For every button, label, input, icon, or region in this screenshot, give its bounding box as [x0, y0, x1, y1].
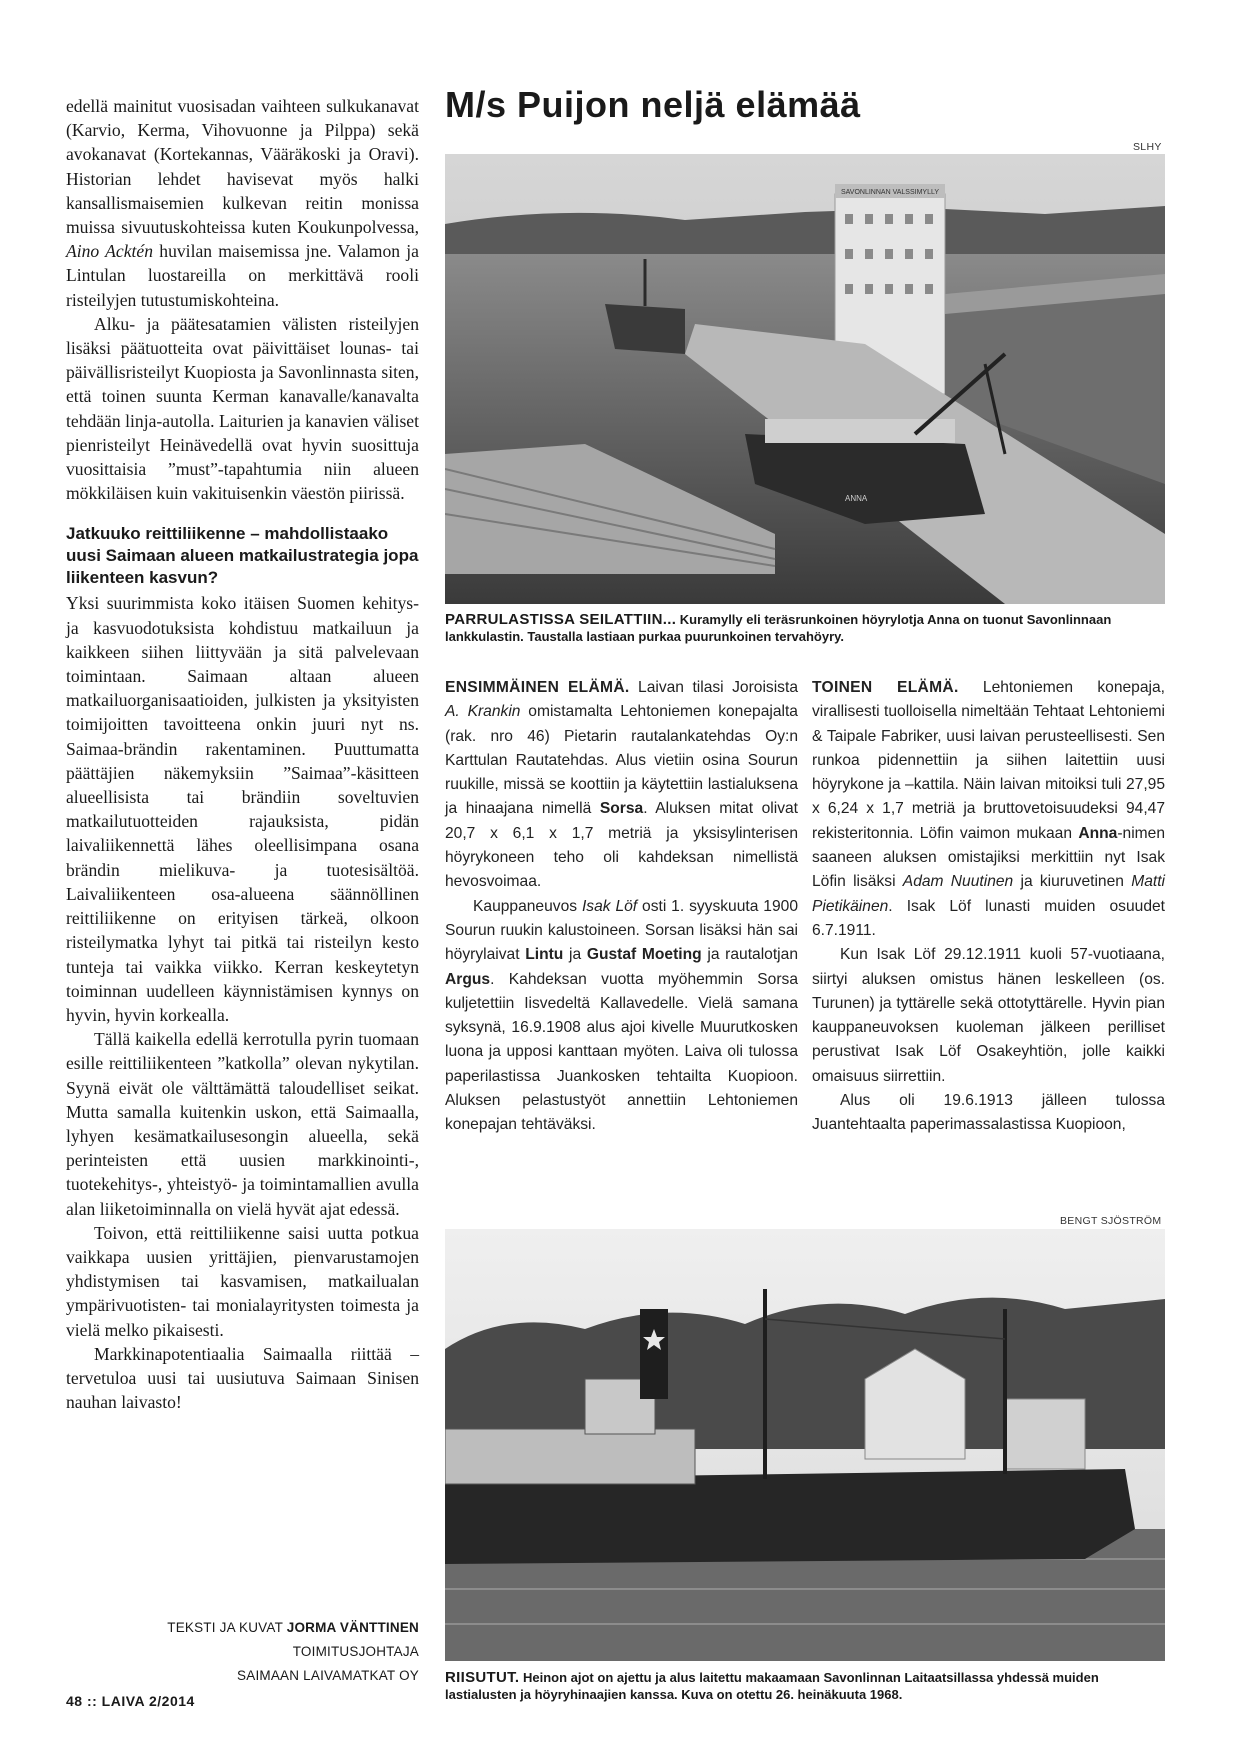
photo-caption: PARRULASTISSA SEILATTIIN... Kuramylly eli teräsrunkoinen höyrylotja Anna on tuonut Savonlinnaan lankkulastin. Taustalla lastiaan purkaa puurunkoinen tervahöyry.	[445, 611, 1112, 644]
photo-caption: RIISUTUT. Heinon ajot on ajettu ja alus laitettu makaamaan Savonlinnan Laitaatsillassa yhdessä muiden lastialusten ja höyryhinaajien kanssa. Kuva on otettu 26. heinäkuuta 1968.	[445, 1669, 1099, 1702]
paragraph: Markkinapotentiaalia Saimaalla riittää – tervetuloa uusi tai uusiutuva Saimaan Sinisen nauhan laivasto!	[66, 1343, 419, 1413]
paragraph: ENSIMMÄINEN ELÄMÄ. Laivan tilasi Joroisista A. Krankin omistamalta Lehtoniemen konepajalta (rak. nro 46) Pietarin rautalankatehdas Oy:n Karttulan Rautatehdas. Alus vietiin osina Sourun ruukille, missä se koottiin ja käytettiin lastialuksena ja hinaajana nimellä Sorsa. Aluksen mitat olivat 20,7 x 6,1 x 1,7 metriä ja yksisylinterisen höyrykoneen teho oli kahdeksan nimellistä hevosvoimaa.	[445, 679, 798, 891]
left-column	[66, 94, 419, 1414]
ship-photo	[445, 1229, 1165, 1661]
harbor-photo-image	[445, 154, 1165, 604]
photo-credit: SLHY	[1133, 141, 1162, 153]
paragraph: Tällä kaikella edellä kerrotulla pyrin tuomaan esille reittiliikenteen ”katkolla” olevan nykytilan. Syynä eivät ole välttämättä taloudelliset seikat. Mutta samalla kuitenkin uskon, että Saimaalla, lyhyen kesämatkailusesongin alueella, sekä perinteisten että uusien markkinointi-, tuotekehitys-, yhteistyö- ja toimintamallien avulla alan liiketoiminnalla on vielä hyvät ajat edessä.	[66, 1029, 419, 1219]
paragraph: Yksi suurimmista koko itäisen Suomen kehitys- ja kasvuodotuksista kohdistuu matkailuun ja kaikkeen siihen liittyvään ja sitä palvelevaan toimintaan. Saimaan altaan alueen matkailuorganisaatioiden, julkisten ja yksityisten toimijoitten tavoitteena onkin juuri nyt ns. Saimaa-brändin rakentaminen. Puuttumatta päättäjien näkemyksiin ”Saimaa”-käsitteen alueellisista tai brändiin soveltuvien matkailutuotteiden rajauksista, pidän laivaliikennettä lähes oleellisimpana osana brändin mielikuva- ja tuotesisältöä. Laivaliikenteen osa-alueena säännöllinen reittiliikenne on erityisen tärkeä, olkoon risteilymatka lyhyt tai pitkä tai risteilyn kesto tunteja tai vaikka viikko. Kerran keskeytetyn toiminnan uudelleen käynnistämisen kynnys on hyvin, hyvin korkealla.	[66, 593, 419, 1025]
page-footer: 48 :: LAIVA 2/2014	[66, 1693, 195, 1709]
caption-heading: RIISUTUT.	[445, 1669, 520, 1686]
author-credit: TEKSTI JA KUVAT JORMA VÄNTTINEN TOIMITUSJOHTAJA SAIMAAN LAIVAMATKAT OY	[66, 1616, 419, 1688]
photo-credit: BENGT SJÖSTRÖM	[1060, 1215, 1162, 1227]
italic-name: Aino Acktén	[66, 241, 154, 262]
author-role: TOIMITUSJOHTAJA	[292, 1644, 419, 1659]
paragraph: Alku- ja päätesatamien välisten risteilyjen lisäksi päätuotteita ovat päivittäiset lounas- tai päivällisristeilyt Kuopiosta ja Savonlinnasta siten, että toinen suunta Kerman kanavalle/kanavalta tehdään linja-autolla. Laiturien ja kanavien väliset pienristeilyt Heinävedellä ovat hyvin suosittuja vuosittaisia ”must”-tapahtumia niin alueen mökkiläisen kuin vakituisenkin väestön piirissä.	[66, 313, 419, 504]
paragraph: TOINEN ELÄMÄ. Lehtoniemen konepaja, virallisesti tuolloisella nimeltään Tehtaat Lehtoniemi & Taipale Fabriker, uusi laivan perusteellisesti. Sen runkoa pidennettiin ja siihen laitettiin uusi höyrykone ja –kattila. Näin laivan mitoiksi tuli 27,95 x 6,24 x 1,7 metriä ja bruttovetoisuudeksi 94,47 rekisteritonnia. Löfin vaimon mukaan Anna-nimen saaneen aluksen omistajiksi merkittiin nyt Isak Löfin lisäksi Adam Nuutinen ja kiuruvetinen Matti Pietikäinen. Isak Löf lunasti muiden osuudet 6.7.1911.	[812, 679, 1166, 939]
section-lead: TOINEN ELÄMÄ.	[812, 679, 959, 696]
harbor-photo	[445, 154, 1165, 604]
author-name: JORMA VÄNTTINEN	[286, 1620, 419, 1635]
ship-photo-image	[445, 1229, 1165, 1661]
author-company: SAIMAAN LAIVAMATKAT OY	[237, 1668, 419, 1683]
paragraph: edellä mainitut vuosisadan vaihteen sulkukanavat (Karvio, Kerma, Vihovuonne ja Pilppa) sekä avokanavat (Kortekannas, Vääräkoski ja Oravi). Historian lehdet havisevat myös halki kansallismaisemien kulkevan reitin monissa muissa sivuutuskohteissa kuten Koukunpolvessa, Aino Acktén huvilan maisemissa jne. Valamon ja Lintulan luostareilla on merkittävä rooli risteilyjen tutustumiskohteina.	[66, 96, 419, 310]
article-column-2	[812, 676, 1165, 1138]
paragraph: Kauppaneuvos Isak Löf osti 1. syyskuuta 1900 Sourun ruukin kalustoineen. Sorsan lisäksi hän sai höyrylaivat Lintu ja Gustaf Moeting ja rautalotjan Argus. Kahdeksan vuotta myöhemmin Sorsa kuljetettiin Iisvedeltä Kallavedelle. Vielä samana syksynä, 16.9.1908 alus ajoi kivelle Muurutkosken luona ja upposi kanttaan myöten. Laiva oli tulossa paperilastissa Juankosken tehtailta Kuopioon. Aluksen pelastustyöt annettiin Lehtoniemen konepajan tehtäväksi.	[445, 897, 798, 1134]
caption-heading: PARRULASTISSA SEILATTIIN...	[445, 611, 677, 628]
article-title: M/s Puijon neljä elämää	[445, 84, 861, 125]
paragraph: Alus oli 19.6.1913 jälleen tulossa Juantehtaalta paperimassalastissa Kuopioon,	[812, 1092, 1165, 1134]
paragraph: Kun Isak Löf 29.12.1911 kuoli 57-vuotiaana, siirtyi aluksen omistus hänen leskelleen (os. Turunen) ja tyttärelle sekä ottotyttärelle. Hyvin pian kauppaneuvoksen kuoleman jälkeen perilliset perustivat Isak Löf Osakeyhtiön, jolle kaikki omaisuus siirrettiin.	[812, 946, 1165, 1085]
paragraph: Toivon, että reittiliikenne saisi uutta potkua vaikkapa uusien yrittäjien, pienvarustamojen yhdistymisen tai kasvamisen, matkailualan ympärivuotisten- tai monialayritysten toimesta ja vielä melko pikaisesti.	[66, 1222, 419, 1340]
section-lead: ENSIMMÄINEN ELÄMÄ.	[445, 679, 630, 696]
photo-hull-text: ANNA	[845, 494, 868, 503]
photo-sign-text: SAVONLINNAN VALSSIMYLLY	[840, 189, 940, 196]
article-column-1	[445, 676, 798, 1138]
section-heading: Jatkuuko reittiliikenne – mahdollistaako uusi Saimaan alueen matkailustrategia jopa liikenteen kasvun?	[66, 524, 419, 588]
